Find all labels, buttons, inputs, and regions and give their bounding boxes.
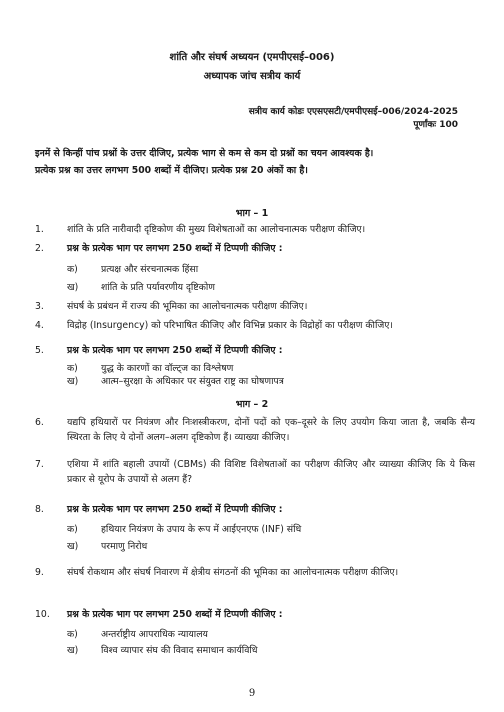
question-text: संघर्ष के प्रबंधन में राज्य की भूमिका का आलोचनात्मक परीक्षण कीजिए। bbox=[67, 301, 308, 312]
part-text: अन्तर्राष्ट्रीय आपराधिक न्यायालय bbox=[101, 629, 208, 640]
question-number: 3. bbox=[35, 301, 44, 312]
question-2 bbox=[35, 241, 475, 256]
question-text: प्रश्न के प्रत्येक भाग पर लगभग 250 शब्दों में टिप्पणी कीजिए : bbox=[67, 243, 283, 254]
question-number: 8. bbox=[35, 504, 44, 515]
assignment-code: सत्रीय कार्य कोडः एएसएसटी/एमपीएसई–006/2024-2025 bbox=[248, 107, 458, 117]
max-marks: पूर्णांकः 100 bbox=[413, 120, 458, 130]
question-10-part-b bbox=[67, 643, 467, 656]
question-number: 4. bbox=[35, 320, 44, 331]
part-text: प्रत्यक्ष और संरचनात्मक हिंसा bbox=[101, 264, 199, 275]
document-subtitle: अध्यापक जांच सत्रीय कार्य bbox=[203, 71, 301, 82]
part-label: क) bbox=[67, 264, 78, 275]
question-7 bbox=[35, 457, 475, 487]
question-5-part-b bbox=[67, 374, 467, 387]
question-8-part-b bbox=[67, 539, 467, 552]
question-text: प्रश्न के प्रत्येक भाग पर लगभग 250 शब्दों में टिप्पणी कीजिए : bbox=[67, 504, 283, 515]
question-6 bbox=[35, 415, 475, 445]
part-label: क) bbox=[67, 524, 78, 535]
part-text: शांति के प्रति पर्यावरणीय दृष्टिकोण bbox=[101, 282, 216, 293]
question-text: प्रश्न के प्रत्येक भाग पर लगभग 250 शब्दों में टिप्पणी कीजिए : bbox=[67, 345, 283, 356]
question-1 bbox=[35, 222, 475, 237]
question-2-part-a bbox=[67, 262, 467, 275]
part-label: ख) bbox=[67, 282, 79, 293]
part-text: युद्ध के कारणों का वॉल्ट्ज का विश्लेषण bbox=[101, 363, 234, 374]
question-text: एशिया में शांति बहाली उपायों (CBMs) की विशिष्ट विशेषताओं का परीक्षण कीजिए और व्याख्या कीजिए कि ये किस प्रकार से यूरोप के उपायों से अलग हैं? bbox=[67, 459, 475, 485]
part-label: क) bbox=[67, 629, 78, 640]
question-9 bbox=[35, 565, 475, 580]
question-2-part-b bbox=[67, 280, 467, 293]
instruction-line-2: प्रत्येक प्रश्न का उत्तर लगभग 500 शब्दों में दीजिए। प्रत्येक प्रश्न 20 अंकों का है। bbox=[35, 165, 308, 176]
question-number: 9. bbox=[35, 567, 44, 578]
question-8-part-a bbox=[67, 522, 467, 535]
question-number: 1. bbox=[35, 224, 44, 235]
question-5 bbox=[35, 343, 475, 358]
question-text: विद्रोह (Insurgency) को परिभाषित कीजिए और विभिन्न प्रकार के विद्रोहों का परीक्षण कीजिए। bbox=[67, 320, 393, 331]
part-text: परमाणु निरोध bbox=[101, 541, 148, 552]
part-text: आत्म–सुरक्षा के अधिकार पर संयुक्त राष्ट्र का घोषणापत्र bbox=[101, 376, 284, 387]
question-5-part-a bbox=[67, 361, 467, 374]
question-text: संघर्ष रोकथाम और संघर्ष निवारण में क्षेत्रीय संगठनों की भूमिका का आलोचनात्मक परीक्षण कीजिए। bbox=[67, 567, 399, 578]
document-title: शांति और संघर्ष अध्ययन (एमपीएसई–006) bbox=[169, 52, 335, 63]
page-number: 9 bbox=[248, 688, 256, 699]
part-label: ख) bbox=[67, 376, 79, 387]
instruction-line-1: इनमें से किन्हीं पांच प्रश्नों के उत्तर दीजिए, प्रत्येक भाग से कम से कम दो प्रश्नों का चयन आवश्यक है। bbox=[35, 148, 374, 159]
part-label: ख) bbox=[67, 645, 79, 656]
question-4 bbox=[35, 318, 475, 333]
question-text: यद्यपि हथियारों पर नियंत्रण और निःशस्त्रीकरण, दोनों पदों को एक–दूसरे के लिए उपयोग किया जाता है, जबकि सैन्य स्थिरता के लिए ये दोनों अलग–अलग दृष्टिकोण हैं। व्याख्या कीजिए। bbox=[67, 417, 475, 443]
question-number: 6. bbox=[35, 417, 44, 428]
question-number: 7. bbox=[35, 459, 44, 470]
part-text: विश्व व्यापार संघ की विवाद समाधान कार्यविधि bbox=[101, 645, 258, 656]
question-text: शांति के प्रति नारीवादी दृष्टिकोण की मुख्य विशेषताओं का आलोचनात्मक परीक्षण कीजिए। bbox=[67, 224, 366, 235]
section-heading-2: भाग – 2 bbox=[235, 399, 269, 410]
question-number: 5. bbox=[35, 345, 44, 356]
question-text: प्रश्न के प्रत्येक भाग पर लगभग 250 शब्दों में टिप्पणी कीजिए : bbox=[67, 609, 283, 620]
part-label: क) bbox=[67, 363, 78, 374]
section-heading-1: भाग – 1 bbox=[235, 208, 269, 219]
question-10 bbox=[35, 607, 475, 622]
question-8 bbox=[35, 502, 475, 517]
question-number: 10. bbox=[35, 609, 50, 620]
question-10-part-a bbox=[67, 627, 467, 640]
question-3 bbox=[35, 299, 475, 314]
part-label: ख) bbox=[67, 541, 79, 552]
part-text: हथियार नियंत्रण के उपाय के रूप में आईएनएफ (INF) संधि bbox=[101, 524, 302, 535]
question-number: 2. bbox=[35, 243, 44, 254]
